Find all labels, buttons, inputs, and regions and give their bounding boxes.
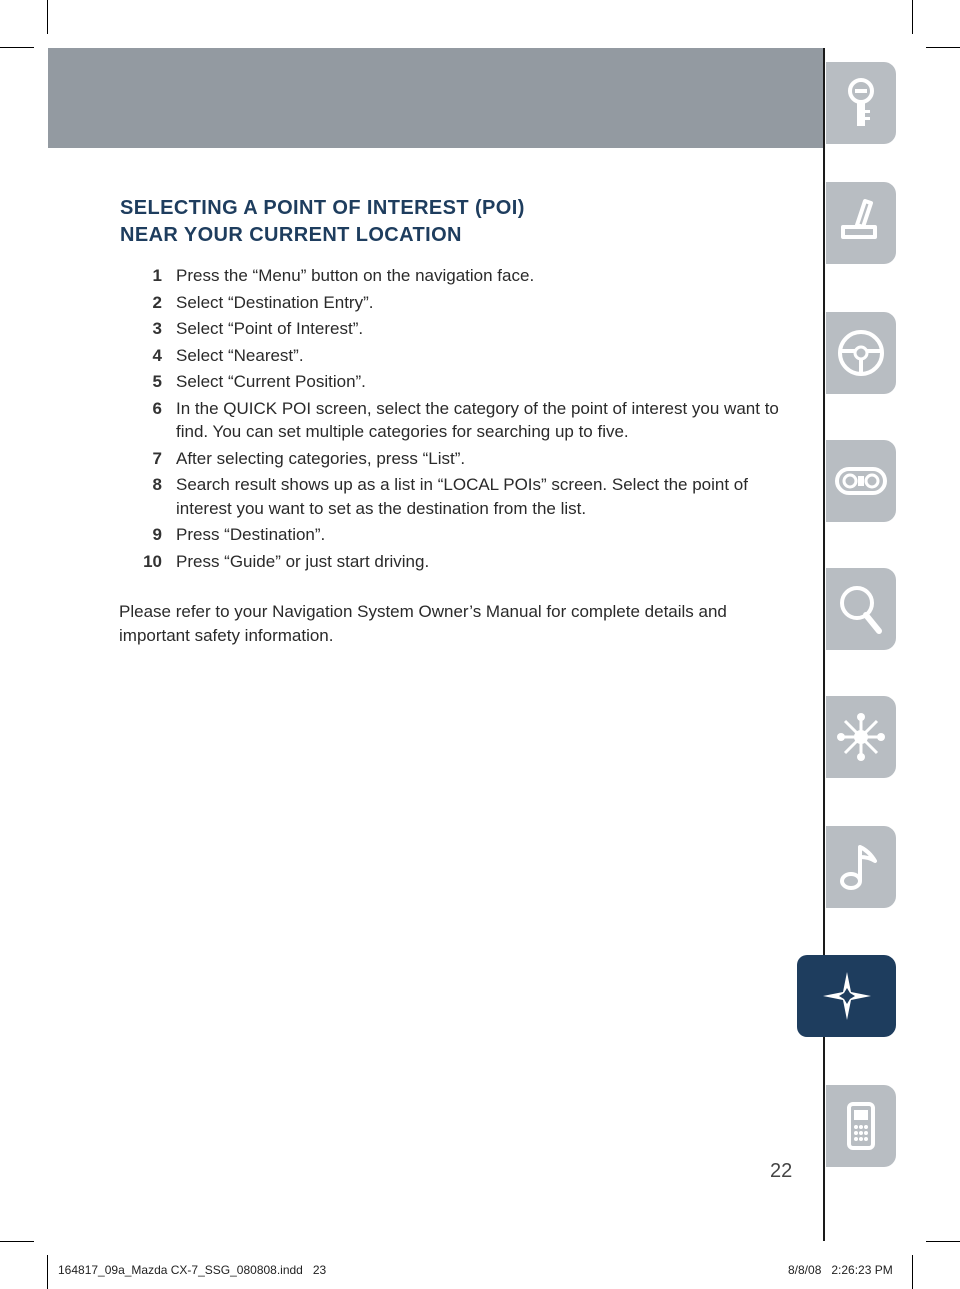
- list-item: [120, 370, 800, 394]
- step-number: 6: [152, 398, 162, 418]
- crop-mark: [912, 1255, 913, 1289]
- crop-mark: [47, 0, 48, 34]
- step-text: After selecting categories, press “List”.: [176, 448, 466, 468]
- side-rule: [823, 48, 825, 1241]
- step-text: Select “Destination Entry”.: [176, 292, 374, 312]
- crop-mark: [926, 47, 960, 48]
- step-number: 9: [152, 525, 162, 544]
- step-number: 3: [152, 319, 162, 338]
- section-heading: [120, 195, 525, 249]
- crop-mark: [912, 0, 913, 34]
- step-number: 5: [152, 372, 162, 391]
- crop-mark: [0, 47, 34, 48]
- crop-mark: [47, 1255, 48, 1289]
- step-text: Select “Current Position”.: [176, 372, 366, 391]
- tab-audio[interactable]: [826, 826, 896, 908]
- list-item: [120, 550, 800, 574]
- step-number: 2: [152, 292, 162, 312]
- tab-phone[interactable]: [826, 1085, 896, 1167]
- list-item: [120, 344, 800, 368]
- compass-star-icon: [821, 970, 873, 1022]
- list-item: [120, 317, 800, 341]
- safety-note: Please refer to your Navigation System Owner’s Manual for complete details and important safety information.: [119, 602, 727, 645]
- steering-wheel-icon: [835, 327, 887, 379]
- phone-icon: [835, 1100, 887, 1152]
- list-item: [120, 523, 800, 547]
- step-text: Search result shows up as a list in “LOCAL POIs” screen. Select the point of interest you want to set as the destination from the list.: [176, 475, 748, 518]
- step-text: In the QUICK POI screen, select the category of the point of interest you want to find. You can set multiple categories for searching up to five.: [176, 398, 779, 441]
- step-number: 1: [152, 266, 162, 285]
- step-number: 4: [152, 345, 162, 365]
- heading-line-2: NEAR YOUR CURRENT LOCATION: [120, 224, 462, 246]
- tab-instruments[interactable]: [826, 440, 896, 522]
- climate-fan-icon: [835, 711, 887, 763]
- list-item: [120, 291, 800, 315]
- crop-mark: [926, 1241, 960, 1242]
- key-icon: [835, 77, 887, 129]
- instrument-cluster-icon: [835, 455, 887, 507]
- magnifier-icon: [835, 583, 887, 635]
- tab-search[interactable]: [826, 568, 896, 650]
- tab-key[interactable]: [826, 62, 896, 144]
- step-list: [120, 264, 800, 576]
- page-number: 22: [770, 1160, 793, 1182]
- step-text: Press “Guide” or just start driving.: [176, 551, 430, 571]
- tab-climate[interactable]: [826, 696, 896, 778]
- step-text: Press the “Menu” button on the navigation face.: [176, 266, 535, 285]
- tab-seat[interactable]: [826, 182, 896, 264]
- step-number: 8: [152, 475, 162, 494]
- list-item: [120, 447, 800, 471]
- step-number: 7: [152, 448, 162, 468]
- footer-file-slug: 164817_09a_Mazda CX-7_SSG_080808.indd 23: [58, 1263, 327, 1277]
- heading-line-1: SELECTING A POINT OF INTEREST (POI): [120, 197, 525, 219]
- step-text: Press “Destination”.: [176, 525, 326, 544]
- header-band: [48, 48, 824, 148]
- crop-mark: [0, 1241, 34, 1242]
- music-note-icon: [835, 841, 887, 893]
- step-text: Select “Nearest”.: [176, 345, 304, 365]
- step-number: 10: [143, 551, 162, 571]
- list-item: [120, 397, 800, 444]
- tab-navigation[interactable]: [797, 955, 896, 1037]
- tab-steering[interactable]: [826, 312, 896, 394]
- list-item: [120, 264, 800, 288]
- list-item: [120, 473, 800, 520]
- step-text: Select “Point of Interest”.: [176, 319, 364, 338]
- seat-icon: [835, 197, 887, 249]
- footer-timestamp: 8/8/08 2:26:23 PM: [788, 1263, 893, 1277]
